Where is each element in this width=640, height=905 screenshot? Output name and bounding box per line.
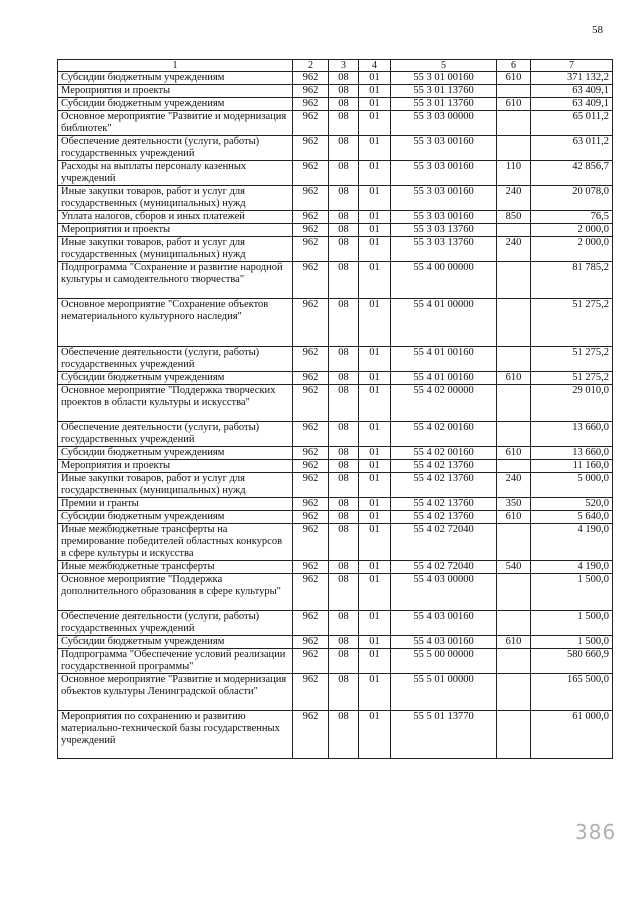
table-row: [58, 611, 613, 636]
cell-code-admin: 962: [293, 262, 329, 299]
cell-amount: 13 660,0: [531, 447, 613, 460]
cell-target-article: 55 4 02 72040: [391, 524, 497, 561]
cell-name: Иные межбюджетные трансферты на премирование победителей областных конкурсов в сфере культуры и искусства: [58, 524, 293, 561]
cell-name: Основное мероприятие "Развитие и модернизация объектов культуры Ленинградской области": [58, 674, 293, 711]
table-row: [58, 224, 613, 237]
cell-subsection: 01: [359, 422, 391, 447]
cell-target-article: 55 4 02 13760: [391, 460, 497, 473]
cell-expense-type: [497, 611, 531, 636]
cell-amount: 63 409,1: [531, 85, 613, 98]
table-row: [58, 561, 613, 574]
table-row: [58, 460, 613, 473]
cell-section: 08: [329, 211, 359, 224]
cell-name: Мероприятия и проекты: [58, 224, 293, 237]
cell-name: Премии и гранты: [58, 498, 293, 511]
cell-code-admin: 962: [293, 299, 329, 347]
cell-amount: 371 132,2: [531, 72, 613, 85]
cell-target-article: 55 3 03 13760: [391, 237, 497, 262]
budget-table: [57, 59, 613, 759]
cell-name: Обеспечение деятельности (услуги, работы) государственных учреждений: [58, 611, 293, 636]
cell-code-admin: 962: [293, 211, 329, 224]
cell-amount: 13 660,0: [531, 422, 613, 447]
cell-expense-type: [497, 385, 531, 422]
table-row: [58, 636, 613, 649]
cell-target-article: 55 3 03 13760: [391, 224, 497, 237]
table-row: [58, 649, 613, 674]
cell-expense-type: [497, 460, 531, 473]
cell-code-admin: 962: [293, 636, 329, 649]
table-row: [58, 674, 613, 711]
cell-code-admin: 962: [293, 611, 329, 636]
col-header-3: 3: [329, 60, 359, 72]
cell-section: 08: [329, 447, 359, 460]
cell-amount: 5 640,0: [531, 511, 613, 524]
cell-expense-type: [497, 574, 531, 611]
cell-amount: 1 500,0: [531, 636, 613, 649]
cell-subsection: 01: [359, 98, 391, 111]
cell-expense-type: 850: [497, 211, 531, 224]
cell-section: 08: [329, 460, 359, 473]
cell-subsection: 01: [359, 347, 391, 372]
cell-subsection: 01: [359, 447, 391, 460]
page-number: 58: [592, 24, 603, 36]
cell-section: 08: [329, 161, 359, 186]
table-row: [58, 136, 613, 161]
table-row: [58, 98, 613, 111]
cell-amount: 520,0: [531, 498, 613, 511]
cell-target-article: 55 3 03 00160: [391, 186, 497, 211]
cell-name: Субсидии бюджетным учреждениям: [58, 72, 293, 85]
cell-expense-type: 610: [497, 98, 531, 111]
cell-target-article: 55 3 01 00160: [391, 72, 497, 85]
cell-section: 08: [329, 85, 359, 98]
cell-name: Иные закупки товаров, работ и услуг для государственных (муниципальных) нужд: [58, 237, 293, 262]
cell-subsection: 01: [359, 473, 391, 498]
cell-name: Иные закупки товаров, работ и услуг для государственных (муниципальных) нужд: [58, 186, 293, 211]
cell-expense-type: [497, 224, 531, 237]
cell-name: Субсидии бюджетным учреждениям: [58, 447, 293, 460]
cell-target-article: 55 4 03 00160: [391, 611, 497, 636]
cell-name: Обеспечение деятельности (услуги, работы) государственных учреждений: [58, 347, 293, 372]
cell-amount: 5 000,0: [531, 473, 613, 498]
cell-amount: 81 785,2: [531, 262, 613, 299]
cell-amount: 4 190,0: [531, 561, 613, 574]
cell-code-admin: 962: [293, 561, 329, 574]
cell-expense-type: 610: [497, 511, 531, 524]
cell-amount: 42 856,7: [531, 161, 613, 186]
table-row: [58, 211, 613, 224]
cell-subsection: 01: [359, 674, 391, 711]
cell-amount: 51 275,2: [531, 347, 613, 372]
cell-amount: 2 000,0: [531, 237, 613, 262]
cell-code-admin: 962: [293, 473, 329, 498]
cell-code-admin: 962: [293, 524, 329, 561]
cell-amount: 580 660,9: [531, 649, 613, 674]
cell-name: Субсидии бюджетным учреждениям: [58, 372, 293, 385]
cell-subsection: 01: [359, 574, 391, 611]
cell-section: 08: [329, 511, 359, 524]
cell-name: Уплата налогов, сборов и иных платежей: [58, 211, 293, 224]
cell-amount: 2 000,0: [531, 224, 613, 237]
cell-subsection: 01: [359, 636, 391, 649]
stamp-number: 386: [575, 820, 617, 844]
cell-amount: 63 011,2: [531, 136, 613, 161]
cell-target-article: 55 3 03 00160: [391, 161, 497, 186]
cell-target-article: 55 3 01 13760: [391, 98, 497, 111]
cell-expense-type: [497, 262, 531, 299]
cell-subsection: 01: [359, 111, 391, 136]
table-row: [58, 347, 613, 372]
cell-target-article: 55 4 01 00000: [391, 299, 497, 347]
cell-code-admin: 962: [293, 422, 329, 447]
cell-subsection: 01: [359, 561, 391, 574]
cell-subsection: 01: [359, 498, 391, 511]
cell-section: 08: [329, 649, 359, 674]
table-row: [58, 447, 613, 460]
cell-name: Расходы на выплаты персоналу казенных учреждений: [58, 161, 293, 186]
table-row: [58, 111, 613, 136]
table-row: [58, 711, 613, 759]
cell-subsection: 01: [359, 211, 391, 224]
cell-expense-type: [497, 649, 531, 674]
cell-expense-type: [497, 111, 531, 136]
cell-code-admin: 962: [293, 385, 329, 422]
cell-amount: 65 011,2: [531, 111, 613, 136]
cell-code-admin: 962: [293, 347, 329, 372]
cell-amount: 1 500,0: [531, 574, 613, 611]
cell-subsection: 01: [359, 299, 391, 347]
cell-code-admin: 962: [293, 85, 329, 98]
cell-subsection: 01: [359, 385, 391, 422]
cell-target-article: 55 4 02 00160: [391, 447, 497, 460]
cell-code-admin: 962: [293, 136, 329, 161]
cell-name: Субсидии бюджетным учреждениям: [58, 98, 293, 111]
cell-subsection: 01: [359, 524, 391, 561]
cell-target-article: 55 4 03 00000: [391, 574, 497, 611]
cell-section: 08: [329, 224, 359, 237]
cell-expense-type: [497, 674, 531, 711]
cell-subsection: 01: [359, 224, 391, 237]
cell-section: 08: [329, 674, 359, 711]
cell-section: 08: [329, 262, 359, 299]
cell-section: 08: [329, 237, 359, 262]
cell-expense-type: 240: [497, 473, 531, 498]
cell-code-admin: 962: [293, 674, 329, 711]
cell-section: 08: [329, 98, 359, 111]
cell-target-article: 55 4 02 72040: [391, 561, 497, 574]
cell-amount: 29 010,0: [531, 385, 613, 422]
cell-subsection: 01: [359, 460, 391, 473]
cell-section: 08: [329, 524, 359, 561]
cell-target-article: 55 4 01 00160: [391, 347, 497, 372]
cell-subsection: 01: [359, 85, 391, 98]
cell-expense-type: [497, 85, 531, 98]
cell-target-article: 55 4 02 13760: [391, 511, 497, 524]
col-header-2: 2: [293, 60, 329, 72]
cell-section: 08: [329, 561, 359, 574]
table-row: [58, 511, 613, 524]
cell-subsection: 01: [359, 711, 391, 759]
cell-section: 08: [329, 186, 359, 211]
cell-expense-type: 110: [497, 161, 531, 186]
cell-subsection: 01: [359, 72, 391, 85]
cell-target-article: 55 4 03 00160: [391, 636, 497, 649]
cell-target-article: 55 4 01 00160: [391, 372, 497, 385]
table-row: [58, 498, 613, 511]
cell-name: Иные межбюджетные трансферты: [58, 561, 293, 574]
cell-name: Субсидии бюджетным учреждениям: [58, 636, 293, 649]
table-row: [58, 524, 613, 561]
cell-code-admin: 962: [293, 460, 329, 473]
cell-target-article: 55 5 01 13770: [391, 711, 497, 759]
cell-subsection: 01: [359, 237, 391, 262]
table-row: [58, 85, 613, 98]
cell-expense-type: 610: [497, 636, 531, 649]
cell-target-article: 55 3 03 00160: [391, 211, 497, 224]
col-header-6: 6: [497, 60, 531, 72]
cell-amount: 11 160,0: [531, 460, 613, 473]
cell-name: Обеспечение деятельности (услуги, работы) государственных учреждений: [58, 422, 293, 447]
cell-subsection: 01: [359, 611, 391, 636]
cell-expense-type: [497, 711, 531, 759]
cell-expense-type: [497, 136, 531, 161]
col-header-5: 5: [391, 60, 497, 72]
cell-section: 08: [329, 347, 359, 372]
cell-code-admin: 962: [293, 649, 329, 674]
cell-code-admin: 962: [293, 511, 329, 524]
cell-section: 08: [329, 111, 359, 136]
cell-name: Основное мероприятие "Сохранение объектов нематериального культурного наследия": [58, 299, 293, 347]
cell-name: Подпрограмма "Сохранение и развитие народной культуры и самодеятельного творчества": [58, 262, 293, 299]
cell-code-admin: 962: [293, 498, 329, 511]
cell-code-admin: 962: [293, 711, 329, 759]
col-header-7: 7: [531, 60, 613, 72]
header-row: [58, 60, 613, 72]
cell-subsection: 01: [359, 649, 391, 674]
cell-code-admin: 962: [293, 186, 329, 211]
cell-section: 08: [329, 385, 359, 422]
cell-target-article: 55 3 03 00160: [391, 136, 497, 161]
cell-amount: 63 409,1: [531, 98, 613, 111]
cell-expense-type: 610: [497, 447, 531, 460]
cell-subsection: 01: [359, 262, 391, 299]
cell-section: 08: [329, 498, 359, 511]
cell-name: Основное мероприятие "Поддержка творческих проектов в области культуры и искусства": [58, 385, 293, 422]
table-row: [58, 372, 613, 385]
cell-amount: 165 500,0: [531, 674, 613, 711]
cell-section: 08: [329, 72, 359, 85]
cell-name: Мероприятия и проекты: [58, 85, 293, 98]
cell-section: 08: [329, 574, 359, 611]
cell-section: 08: [329, 636, 359, 649]
cell-name: Обеспечение деятельности (услуги, работы) государственных учреждений: [58, 136, 293, 161]
cell-target-article: 55 3 03 00000: [391, 111, 497, 136]
cell-target-article: 55 4 02 13760: [391, 473, 497, 498]
cell-expense-type: [497, 347, 531, 372]
cell-name: Мероприятия и проекты: [58, 460, 293, 473]
table-row: [58, 262, 613, 299]
cell-code-admin: 962: [293, 224, 329, 237]
cell-section: 08: [329, 299, 359, 347]
cell-subsection: 01: [359, 186, 391, 211]
cell-expense-type: 610: [497, 372, 531, 385]
cell-code-admin: 962: [293, 574, 329, 611]
table-row: [58, 72, 613, 85]
cell-code-admin: 962: [293, 98, 329, 111]
cell-section: 08: [329, 372, 359, 385]
cell-section: 08: [329, 473, 359, 498]
cell-subsection: 01: [359, 511, 391, 524]
cell-amount: 51 275,2: [531, 299, 613, 347]
cell-code-admin: 962: [293, 237, 329, 262]
cell-name: Подпрограмма "Обеспечение условий реализации государственной программы": [58, 649, 293, 674]
cell-code-admin: 962: [293, 447, 329, 460]
cell-section: 08: [329, 711, 359, 759]
cell-target-article: 55 4 02 00160: [391, 422, 497, 447]
cell-target-article: 55 5 01 00000: [391, 674, 497, 711]
cell-name: Мероприятия по сохранению и развитию материально-технической базы государственных учреждений: [58, 711, 293, 759]
table-row: [58, 422, 613, 447]
cell-target-article: 55 3 01 13760: [391, 85, 497, 98]
cell-amount: 51 275,2: [531, 372, 613, 385]
cell-expense-type: 540: [497, 561, 531, 574]
cell-amount: 76,5: [531, 211, 613, 224]
cell-expense-type: [497, 524, 531, 561]
cell-amount: 61 000,0: [531, 711, 613, 759]
cell-name: Основное мероприятие "Развитие и модернизация библиотек": [58, 111, 293, 136]
cell-subsection: 01: [359, 161, 391, 186]
cell-amount: 1 500,0: [531, 611, 613, 636]
cell-section: 08: [329, 136, 359, 161]
table-row: [58, 385, 613, 422]
table-row: [58, 473, 613, 498]
table-row: [58, 237, 613, 262]
cell-target-article: 55 4 02 00000: [391, 385, 497, 422]
cell-expense-type: 240: [497, 237, 531, 262]
table-row: [58, 161, 613, 186]
cell-expense-type: [497, 422, 531, 447]
cell-subsection: 01: [359, 372, 391, 385]
col-header-1: 1: [58, 60, 293, 72]
table-row: [58, 574, 613, 611]
cell-expense-type: 350: [497, 498, 531, 511]
cell-expense-type: 610: [497, 72, 531, 85]
cell-amount: 20 078,0: [531, 186, 613, 211]
cell-section: 08: [329, 611, 359, 636]
cell-name: Субсидии бюджетным учреждениям: [58, 511, 293, 524]
cell-expense-type: [497, 299, 531, 347]
cell-name: Иные закупки товаров, работ и услуг для государственных (муниципальных) нужд: [58, 473, 293, 498]
cell-target-article: 55 4 00 00000: [391, 262, 497, 299]
cell-name: Основное мероприятие "Поддержка дополнительного образования в сфере культуры": [58, 574, 293, 611]
table-row: [58, 186, 613, 211]
table-row: [58, 299, 613, 347]
col-header-4: 4: [359, 60, 391, 72]
cell-code-admin: 962: [293, 372, 329, 385]
cell-target-article: 55 4 02 13760: [391, 498, 497, 511]
cell-subsection: 01: [359, 136, 391, 161]
cell-code-admin: 962: [293, 111, 329, 136]
cell-amount: 4 190,0: [531, 524, 613, 561]
cell-expense-type: 240: [497, 186, 531, 211]
cell-code-admin: 962: [293, 161, 329, 186]
cell-target-article: 55 5 00 00000: [391, 649, 497, 674]
cell-section: 08: [329, 422, 359, 447]
cell-code-admin: 962: [293, 72, 329, 85]
